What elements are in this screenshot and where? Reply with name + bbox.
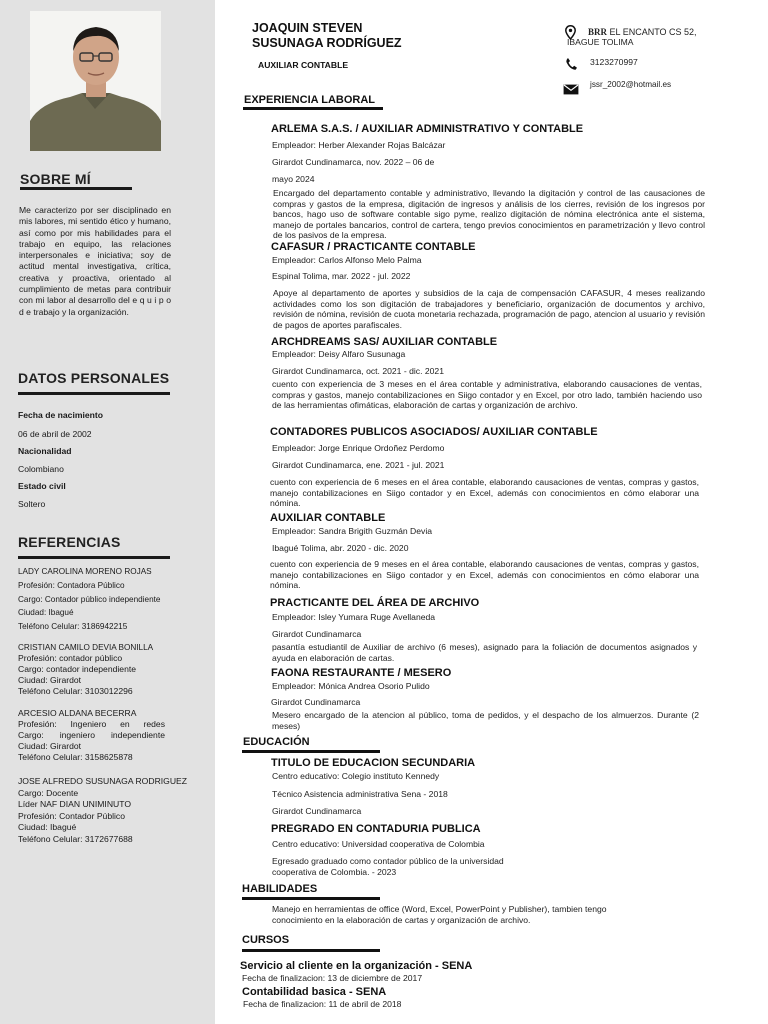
job-employer: Empleador: Herber Alexander Rojas Balcázar (272, 140, 446, 150)
reference-name: CRISTIAN CAMILO DEVIA BONILLA (18, 643, 154, 652)
job-description: Apoye al departamento de aportes y subsidios de la caja de compensación CAFASUR, 4 meses realizando actividades como los son digitación de trabajadores y beneficiario, organización de documentos y archivo, revisión de nómina, revisión de cuota monetaria rechazada, programación de pago, atencion al usuario y revisión de pagos de aportes parafiscales. (273, 288, 705, 330)
job-employer: Empleador: Isley Yumara Ruge Avellaneda (272, 612, 436, 622)
job-employer: Empleador: Carlos Alfonso Melo Palma (272, 255, 422, 265)
job-employer: Empleador: Jorge Enrique Ordoñez Perdomo (272, 443, 445, 453)
education-item-title: PREGRADO EN CONTADURIA PUBLICA (271, 823, 481, 835)
reference-name: ARCESIO ALDANA BECERRA (18, 708, 137, 718)
about-divider (20, 187, 132, 190)
job-title: ARLEMA S.A.S. / AUXILIAR ADMINISTRATIVO Y CONTABLE (271, 123, 584, 135)
reference-line: Profesión: contador público (18, 653, 123, 663)
reference-line: Ciudad: Girardot (18, 675, 82, 685)
reference-line: Profesión: Contador Público (18, 811, 126, 821)
job-title: CAFASUR / PRACTICANTE CONTABLE (271, 241, 476, 253)
name-line-2: SUSUNAGA RODRÍGUEZ (252, 36, 402, 50)
courses-title: CURSOS (242, 934, 290, 946)
job-description: cuento con experiencia de 9 meses en el área contable, elaborando causaciones de ventas, compras y gastos, manejo contabilizaciones en Siigo contador y en Excel, además con conocimientos en cómo elaborar una nómina. (270, 559, 699, 591)
job-employer: Empleador: Deisy Alfaro Susunaga (272, 349, 406, 359)
reference-line: Ciudad: Girardot (18, 741, 82, 751)
education-item-line: Centro educativo: Universidad cooperativa de Colombia (272, 839, 485, 849)
course-title: Servicio al cliente en la organización - SENA (240, 960, 473, 972)
education-item-line: Técnico Asistencia administrativa Sena - 2018 (272, 789, 448, 799)
envelope-icon (563, 84, 579, 95)
address-street: EL ENCANTO CS 52, (609, 27, 697, 37)
about-text: Me caracterizo por ser disciplinado en mis labores, mi sentido ético y humano, así como por mis habilidades para el trabajo en equipo, las relaciones interpersonales e iniciativa; soy de actitud mental investigativa, crítica, creativa y proactiva, orientado al cumplimiento de metas para contribuir con mi labor al desarrollo del e q u i p o d e trabajo y la organización. (19, 205, 171, 317)
name-line-1: JOAQUIN STEVEN (252, 21, 363, 35)
education-item-line: cooperativa de Colombia. - 2023 (272, 867, 397, 877)
job-title: AUXILIAR CONTABLE (270, 512, 386, 524)
reference-name: LADY CAROLINA MORENO ROJAS (18, 567, 152, 576)
nationality-value: Colombiano (18, 464, 64, 474)
reference-line: Líder NAF DIAN UNIMINUTO (18, 799, 132, 809)
reference-line: Cargo: ingeniero independiente (18, 730, 165, 740)
experience-title: EXPERIENCIA LABORAL (244, 94, 375, 106)
course-date: Fecha de finalizacion: 11 de abril de 2018 (243, 999, 402, 1009)
skills-title: HABILIDADES (242, 883, 318, 895)
education-item-line: Girardot Cundinamarca (272, 806, 362, 816)
job-description: cuento con experiencia de 6 meses en el área contable, elaborando causaciones de ventas, compras y gastos, manejo contabilizaciones en Siigo contador y en Excel, además con conocimientos en cómo elaborar una nómina. (270, 477, 699, 509)
job-place: Girardot Cundinamarca (271, 697, 361, 707)
references-title: REFERENCIAS (18, 534, 121, 550)
job-place: Girardot Cundinamarca, oct. 2021 - dic. 2021 (272, 366, 444, 376)
job-place: Girardot Cundinamarca, ene. 2021 - jul. 2021 (272, 460, 445, 470)
education-divider (242, 750, 380, 753)
education-item-title: TITULO DE EDUCACION SECUNDARIA (271, 757, 476, 769)
nationality-label: Nacionalidad (18, 446, 72, 456)
address-line-1 (588, 27, 697, 37)
job-place: Girardot Cundinamarca (272, 629, 362, 639)
civil-status-label: Estado civil (18, 481, 66, 491)
skills-divider (242, 897, 380, 900)
experience-divider (243, 107, 383, 110)
email-address: jssr_2002@hotmail.es (590, 80, 672, 89)
civil-status-value: Soltero (18, 499, 46, 509)
birth-value: 06 de abril de 2002 (18, 429, 92, 439)
address-prefix: BRR (588, 27, 608, 37)
job-description: Encargado del departamento contable y administrativo, llevando la digitación y control de las causaciones de compras y gastos de la empresa, digitación de ingresos y análisis de los cierres, revisión de los ingresos por bancos, hago uso de software contable sigo pyme, realizo digitación de nómina electrónica ante el sistema, manejo de portales bancarios, control de cartera, tengo previos conocimientos en parametrización y llevo control de los pasivos de la empresa. (273, 188, 705, 241)
references-divider (18, 556, 170, 559)
courses-divider (242, 949, 380, 952)
job-description: pasantía estudiantil de Auxiliar de archivo (6 meses), asignado para la foliación de documentos asignados y ayuda en elaboración de cartas. (272, 642, 697, 663)
reference-line: Teléfono Celular: 3158625878 (18, 752, 133, 762)
job-title: CONTADORES PUBLICOS ASOCIADOS/ AUXILIAR CONTABLE (270, 426, 598, 438)
job-place-cont: mayo 2024 (272, 174, 315, 184)
job-title: PRACTICANTE DEL ÁREA DE ARCHIVO (270, 597, 480, 609)
job-employer: Empleador: Mónica Andrea Osorio Pulido (272, 681, 430, 691)
job-employer: Empleador: Sandra Brigith Guzmán Devia (272, 526, 433, 536)
address-line-2: IBAGUE TOLIMA (567, 37, 634, 47)
job-description: cuento con experiencia de 3 meses en el área contable y administrativa, elaborando causaciones de ventas, compras y gastos, manejo contabilizaciones en Siigo contador y en Excel, por otro lado, también haciendo uso de las herramientas ofimáticas, elaboración de cartas y organización de archivo. (272, 379, 702, 411)
about-title: SOBRE MÍ (20, 171, 91, 187)
reference-line: Teléfono Celular: 3103012296 (18, 686, 133, 696)
course-date: Fecha de finalizacion: 13 de diciembre de 2017 (242, 973, 423, 983)
skills-text: Manejo en herramientas de office (Word, Excel, PowerPoint y Publisher), tambien tengo conocimiento en la elaboración de cartas y organización de archivo. (272, 904, 607, 925)
education-item-line: Egresado graduado como contador público de la universidad (272, 856, 504, 866)
reference-line: Ciudad: Ibagué (18, 608, 74, 617)
reference-name: JOSE ALFREDO SUSUNAGA RODRIGUEZ (18, 776, 188, 786)
phone-number: 3123270997 (590, 57, 638, 67)
personal-divider (18, 392, 170, 395)
job-description: Mesero encargado de la atencion al público, toma de pedidos, y el despacho de los almuerzos. Durante (2 meses) (272, 710, 699, 731)
reference-line: Cargo: contador independiente (18, 664, 137, 674)
reference-line: Ciudad: Ibagué (18, 822, 77, 832)
job-place: Girardot Cundinamarca, nov. 2022 – 06 de (272, 157, 435, 167)
course-title: Contabilidad basica - SENA (242, 986, 387, 998)
profile-photo (30, 11, 161, 151)
job-title: FAONA RESTAURANTE / MESERO (271, 667, 452, 679)
phone-icon (565, 57, 578, 71)
education-title: EDUCACIÓN (243, 736, 310, 748)
reference-line: Profesión: Contadora Público (18, 581, 125, 590)
reference-line: Cargo: Contador público independiente (18, 595, 161, 604)
personal-title: DATOS PERSONALES (18, 370, 170, 386)
education-item-line: Centro educativo: Colegio instituto Kennedy (272, 771, 440, 781)
reference-line: Teléfono Celular: 3186942215 (18, 622, 128, 631)
birth-label: Fecha de nacimiento (18, 410, 104, 420)
job-place: Ibagué Tolima, abr. 2020 - dic. 2020 (272, 543, 409, 553)
job-title: ARCHDREAMS SAS/ AUXILIAR CONTABLE (271, 336, 498, 348)
job-place: Espinal Tolima, mar. 2022 - jul. 2022 (272, 271, 411, 281)
job-role: AUXILIAR CONTABLE (258, 60, 349, 70)
reference-line: Cargo: Docente (18, 788, 79, 798)
sidebar (0, 0, 215, 1024)
reference-line: Teléfono Celular: 3172677688 (18, 834, 133, 844)
reference-line: Profesión: Ingeniero en redes (18, 719, 165, 729)
